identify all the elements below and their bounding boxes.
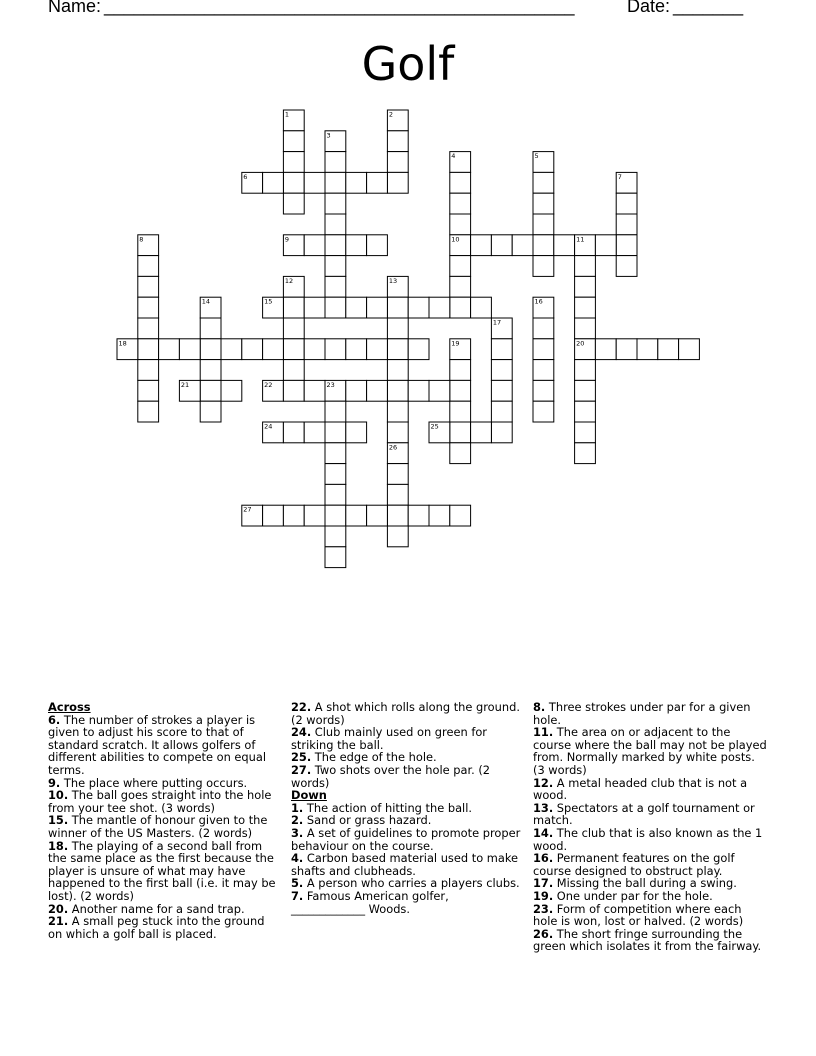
across-heading: Across bbox=[48, 700, 91, 714]
clue-number-label: 18 bbox=[118, 339, 127, 348]
grid-cell[interactable] bbox=[533, 214, 554, 235]
grid-cell[interactable] bbox=[533, 172, 554, 193]
grid-cell[interactable] bbox=[304, 172, 325, 193]
grid-cell[interactable] bbox=[387, 526, 408, 547]
down-clue-list bbox=[291, 802, 525, 915]
clue-text: The club that is also known as the 1 wood. bbox=[533, 825, 763, 853]
grid-cell[interactable] bbox=[138, 256, 159, 277]
clue-text: Sand or grass hazard. bbox=[303, 813, 432, 828]
clue-text: Three strokes under par for a given hole. bbox=[533, 701, 751, 727]
clue-item bbox=[291, 701, 525, 726]
grid-cell[interactable] bbox=[200, 401, 221, 422]
clue-number: 2. bbox=[291, 813, 304, 828]
grid-cell[interactable] bbox=[450, 276, 471, 297]
grid-cell[interactable] bbox=[533, 339, 554, 360]
grid-cell[interactable] bbox=[491, 339, 512, 360]
grid-cell[interactable] bbox=[200, 318, 221, 339]
grid-cell[interactable] bbox=[325, 484, 346, 505]
grid-cell[interactable] bbox=[346, 172, 367, 193]
clue-text: The ball goes straight into the hole from your tee shot. (3 words) bbox=[48, 788, 272, 815]
grid-cell[interactable] bbox=[283, 131, 304, 152]
clue-number: 1. bbox=[291, 800, 304, 815]
grid-cell[interactable] bbox=[138, 360, 159, 381]
clue-item bbox=[48, 714, 282, 777]
clue-number: 9. bbox=[48, 775, 61, 790]
clue-number: 12. bbox=[533, 775, 554, 790]
clue-number: 13. bbox=[533, 800, 554, 815]
clue-item bbox=[291, 764, 525, 789]
grid-cell[interactable] bbox=[575, 297, 596, 318]
grid-cell[interactable] bbox=[283, 505, 304, 526]
grid-cell[interactable] bbox=[533, 380, 554, 401]
grid-cell[interactable] bbox=[387, 339, 408, 360]
grid-cell[interactable] bbox=[263, 505, 284, 526]
grid-cell[interactable] bbox=[242, 339, 263, 360]
clue-text: The area on or adjacent to the course where the ball may not be played from. Normally marked by white posts. (3 words) bbox=[533, 725, 767, 777]
grid-cell[interactable] bbox=[325, 443, 346, 464]
clues-column-3 bbox=[533, 701, 769, 953]
grid-cell[interactable] bbox=[387, 380, 408, 401]
grid-cell[interactable] bbox=[138, 297, 159, 318]
clue-item bbox=[291, 852, 525, 877]
clue-number-label: 5 bbox=[534, 152, 539, 161]
grid-cell[interactable] bbox=[429, 297, 450, 318]
grid-cell[interactable] bbox=[450, 380, 471, 401]
clues-column-2 bbox=[291, 701, 525, 915]
grid-cell[interactable] bbox=[367, 339, 388, 360]
clue-number: 11. bbox=[533, 725, 554, 740]
clue-number-label: 26 bbox=[388, 443, 398, 452]
grid-cell[interactable] bbox=[283, 172, 304, 193]
grid-cell[interactable] bbox=[346, 505, 367, 526]
clue-item bbox=[533, 726, 769, 776]
clue-text: Permanent features on the golf course designed to obstruct play. bbox=[533, 851, 735, 878]
grid-cell[interactable] bbox=[616, 235, 637, 256]
clue-number: 19. bbox=[533, 888, 554, 903]
clue-text: A metal headed club that is not a wood. bbox=[533, 775, 748, 803]
grid-cell[interactable] bbox=[533, 256, 554, 277]
date-label: Date: bbox=[627, 0, 671, 16]
grid-cell[interactable] bbox=[283, 152, 304, 173]
clue-text: The action of hitting the ball. bbox=[303, 800, 473, 815]
page-title: Golf bbox=[361, 37, 455, 91]
clue-item bbox=[533, 827, 769, 852]
grid-cell[interactable] bbox=[200, 339, 221, 360]
across-clue-list-continued bbox=[291, 701, 525, 789]
down-clue-list-continued bbox=[533, 701, 769, 953]
grid-cell[interactable] bbox=[575, 401, 596, 422]
grid-cell[interactable] bbox=[325, 547, 346, 568]
grid-cell[interactable] bbox=[367, 172, 388, 193]
grid-cell[interactable] bbox=[387, 172, 408, 193]
clue-item bbox=[533, 777, 769, 802]
grid-cell[interactable] bbox=[575, 276, 596, 297]
clue-text: Two shots over the hole par. (2 words) bbox=[291, 762, 491, 790]
grid-cell[interactable] bbox=[367, 380, 388, 401]
clue-item bbox=[291, 890, 525, 915]
grid-cell[interactable] bbox=[512, 235, 533, 256]
clue-number-label: 21 bbox=[180, 380, 190, 389]
clue-text: The place where putting occurs. bbox=[60, 775, 248, 790]
clues-column-1 bbox=[48, 701, 282, 940]
clue-number: 20. bbox=[48, 901, 69, 916]
grid-cell[interactable] bbox=[304, 422, 325, 443]
grid-cell[interactable] bbox=[346, 422, 367, 443]
grid-cell[interactable] bbox=[679, 339, 700, 360]
clue-text: Another name for a sand trap. bbox=[68, 901, 245, 916]
clue-number: 15. bbox=[48, 813, 69, 828]
grid-cell[interactable] bbox=[387, 297, 408, 318]
grid-cell[interactable] bbox=[491, 360, 512, 381]
grid-cell[interactable] bbox=[575, 360, 596, 381]
grid-cell[interactable] bbox=[471, 422, 492, 443]
clue-item bbox=[48, 789, 282, 814]
clue-item bbox=[48, 840, 282, 903]
clue-number-label: 25 bbox=[430, 422, 439, 431]
clue-item bbox=[533, 903, 769, 928]
clue-item bbox=[533, 852, 769, 877]
grid-cell[interactable] bbox=[138, 339, 159, 360]
grid-cell[interactable] bbox=[387, 318, 408, 339]
grid-cell[interactable] bbox=[616, 256, 637, 277]
grid-cell[interactable] bbox=[263, 172, 284, 193]
clue-item bbox=[533, 928, 769, 953]
clue-item bbox=[533, 802, 769, 827]
grid-cell[interactable] bbox=[304, 235, 325, 256]
grid-cell[interactable] bbox=[387, 484, 408, 505]
clue-text: The playing of a second ball from the same place as the first because the player is unsure of what may have happened to the first ball (i.e. it may be lost). (2 words) bbox=[48, 838, 276, 903]
grid-cell[interactable] bbox=[325, 214, 346, 235]
grid-cell[interactable] bbox=[325, 401, 346, 422]
clue-number: 4. bbox=[291, 851, 304, 866]
grid-cell[interactable] bbox=[325, 276, 346, 297]
grid-cell[interactable] bbox=[325, 464, 346, 485]
grid-cell[interactable] bbox=[387, 152, 408, 173]
clue-number: 6. bbox=[48, 712, 61, 727]
grid-cell[interactable] bbox=[179, 339, 200, 360]
clue-text: The mantle of honour given to the winner of the US Masters. (2 words) bbox=[48, 813, 268, 840]
grid-cell[interactable] bbox=[408, 505, 429, 526]
grid-cell[interactable] bbox=[491, 401, 512, 422]
clue-number: 8. bbox=[533, 701, 546, 714]
grid-cell[interactable] bbox=[304, 380, 325, 401]
grid-cell[interactable] bbox=[595, 235, 616, 256]
clue-number: 16. bbox=[533, 851, 554, 866]
clue-text: Spectators at a golf tournament or match. bbox=[533, 800, 755, 828]
clue-number: 3. bbox=[291, 825, 304, 840]
grid-cell[interactable] bbox=[471, 297, 492, 318]
clue-text: A shot which rolls along the ground. (2 words) bbox=[291, 700, 520, 727]
clue-number: 7. bbox=[291, 888, 304, 903]
clue-number-label: 12 bbox=[284, 276, 294, 285]
clue-number-label: 10 bbox=[451, 235, 460, 244]
grid-cell[interactable] bbox=[387, 131, 408, 152]
grid-cell[interactable] bbox=[429, 380, 450, 401]
grid-cell[interactable] bbox=[325, 152, 346, 173]
clue-number-label: 8 bbox=[139, 235, 144, 244]
clue-number-label: 16 bbox=[534, 297, 543, 306]
grid-cell[interactable] bbox=[346, 297, 367, 318]
grid-cell[interactable] bbox=[533, 235, 554, 256]
grid-cell[interactable] bbox=[450, 505, 471, 526]
clue-number-label: 6 bbox=[243, 172, 248, 181]
clue-number-label: 13 bbox=[388, 276, 398, 285]
grid-cell[interactable] bbox=[263, 339, 284, 360]
down-heading: Down bbox=[291, 788, 327, 803]
grid-cell[interactable] bbox=[616, 214, 637, 235]
grid-cell[interactable] bbox=[367, 297, 388, 318]
grid-cell[interactable] bbox=[575, 380, 596, 401]
clue-text: A person who carries a players clubs. bbox=[303, 876, 520, 891]
grid-cell[interactable] bbox=[491, 422, 512, 443]
clue-number-label: 9 bbox=[284, 235, 290, 244]
clue-text: A set of guidelines to promote proper behaviour on the course. bbox=[291, 825, 521, 853]
grid-cell[interactable] bbox=[325, 422, 346, 443]
clue-number: 10. bbox=[48, 788, 69, 803]
clue-number-label: 15 bbox=[264, 297, 273, 306]
clue-item bbox=[291, 827, 525, 852]
clue-number-label: 1 bbox=[284, 110, 290, 119]
grid-cell[interactable] bbox=[387, 505, 408, 526]
clue-text: Missing the ball during a swing. bbox=[553, 876, 737, 891]
grid-cell[interactable] bbox=[304, 339, 325, 360]
clue-number: 24. bbox=[291, 725, 312, 740]
clue-text: A small peg stuck into the ground on which a golf ball is placed. bbox=[48, 914, 265, 941]
grid-cell[interactable] bbox=[325, 235, 346, 256]
grid-cell[interactable] bbox=[554, 235, 575, 256]
grid-cell[interactable] bbox=[429, 505, 450, 526]
grid-cell[interactable] bbox=[325, 256, 346, 277]
grid-cell[interactable] bbox=[304, 505, 325, 526]
clue-text: The edge of the hole. bbox=[311, 750, 437, 765]
grid-cell[interactable] bbox=[346, 339, 367, 360]
clue-text: The short fringe surrounding the green which isolates it from the fairway. bbox=[533, 926, 762, 954]
grid-cell[interactable] bbox=[471, 235, 492, 256]
clue-number-label: 4 bbox=[451, 152, 456, 161]
clue-text: One under par for the hole. bbox=[553, 888, 713, 903]
grid-cell[interactable] bbox=[387, 401, 408, 422]
clue-number: 22. bbox=[291, 700, 312, 714]
grid-cell[interactable] bbox=[450, 401, 471, 422]
grid-cell[interactable] bbox=[304, 297, 325, 318]
clue-text: Famous American golfer, _____________ Woods. bbox=[291, 888, 449, 916]
grid-cell[interactable] bbox=[575, 422, 596, 443]
grid-cell[interactable] bbox=[346, 380, 367, 401]
clue-number-label: 14 bbox=[201, 297, 210, 306]
name-label: Name: bbox=[48, 0, 102, 16]
grid-cell[interactable] bbox=[450, 193, 471, 214]
clue-text: Club mainly used on green for striking the ball. bbox=[291, 725, 487, 752]
grid-cell[interactable] bbox=[533, 360, 554, 381]
clue-item bbox=[48, 915, 282, 940]
grid-cell[interactable] bbox=[138, 318, 159, 339]
grid-cell[interactable] bbox=[533, 401, 554, 422]
clue-number-label: 2 bbox=[388, 110, 394, 119]
grid-cell[interactable] bbox=[450, 297, 471, 318]
grid-cell[interactable] bbox=[138, 380, 159, 401]
clue-number: 25. bbox=[291, 750, 312, 765]
grid-cell[interactable] bbox=[325, 193, 346, 214]
grid-cell[interactable] bbox=[283, 380, 304, 401]
grid-cell[interactable] bbox=[575, 318, 596, 339]
clue-number-label: 27 bbox=[243, 505, 252, 514]
grid-cell[interactable] bbox=[616, 193, 637, 214]
clue-number: 14. bbox=[533, 825, 554, 840]
grid-cell[interactable] bbox=[450, 256, 471, 277]
clue-number: 21. bbox=[48, 914, 69, 929]
clue-number-label: 23 bbox=[326, 380, 335, 389]
clue-number-label: 24 bbox=[264, 422, 273, 431]
clue-number-label: 7 bbox=[617, 172, 622, 181]
grid-cell[interactable] bbox=[450, 360, 471, 381]
clue-number: 27. bbox=[291, 762, 312, 777]
grid-cell[interactable] bbox=[138, 276, 159, 297]
grid-cell[interactable] bbox=[595, 339, 616, 360]
grid-cell[interactable] bbox=[408, 297, 429, 318]
grid-cell[interactable] bbox=[283, 318, 304, 339]
clues-column-3-clip bbox=[533, 701, 773, 957]
grid-cell[interactable] bbox=[387, 422, 408, 443]
clue-item bbox=[533, 701, 769, 726]
grid-cell[interactable] bbox=[367, 505, 388, 526]
grid-cell[interactable] bbox=[283, 193, 304, 214]
grid-cell[interactable] bbox=[325, 172, 346, 193]
grid-cell[interactable] bbox=[325, 526, 346, 547]
clue-number: 18. bbox=[48, 838, 69, 853]
grid-cell[interactable] bbox=[533, 318, 554, 339]
grid-cell[interactable] bbox=[575, 443, 596, 464]
grid-cell[interactable] bbox=[283, 297, 304, 318]
clue-number: 26. bbox=[533, 926, 554, 941]
name-field[interactable]: _______________________________________________ bbox=[104, 0, 575, 16]
grid-cell[interactable] bbox=[450, 422, 471, 443]
date-field[interactable]: _______ bbox=[673, 0, 744, 16]
grid-cell[interactable] bbox=[533, 193, 554, 214]
grid-cell[interactable] bbox=[387, 360, 408, 381]
clue-number: 23. bbox=[533, 901, 554, 916]
grid-cell[interactable] bbox=[491, 235, 512, 256]
grid-cell[interactable] bbox=[283, 360, 304, 381]
clue-text: Carbon based material used to make shafts and clubheads. bbox=[291, 851, 519, 878]
grid-cell[interactable] bbox=[491, 380, 512, 401]
grid-cell[interactable] bbox=[325, 297, 346, 318]
grid-cell[interactable] bbox=[408, 380, 429, 401]
grid-cell[interactable] bbox=[450, 214, 471, 235]
clue-item bbox=[291, 726, 525, 751]
grid-cell[interactable] bbox=[283, 422, 304, 443]
grid-cell[interactable] bbox=[221, 339, 242, 360]
grid-cell[interactable] bbox=[450, 172, 471, 193]
clue-number: 5. bbox=[291, 876, 304, 891]
clue-number-label: 3 bbox=[326, 131, 331, 140]
grid-cell[interactable] bbox=[637, 339, 658, 360]
grid-cell[interactable] bbox=[575, 256, 596, 277]
grid-cell[interactable] bbox=[325, 339, 346, 360]
grid-cell[interactable] bbox=[346, 235, 367, 256]
clue-text: The number of strokes a player is given to adjust his score to that of standard scratch. It allows golfers of different abilities to compete on equal terms. bbox=[48, 712, 267, 777]
clue-number-label: 11 bbox=[576, 235, 585, 244]
grid-cell[interactable] bbox=[616, 339, 637, 360]
grid-cell[interactable] bbox=[138, 401, 159, 422]
clue-number-label: 20 bbox=[576, 339, 585, 348]
grid-cell[interactable] bbox=[159, 339, 180, 360]
grid-cell[interactable] bbox=[221, 380, 242, 401]
clue-number-label: 22 bbox=[264, 380, 273, 389]
grid-cell[interactable] bbox=[325, 505, 346, 526]
clue-number: 17. bbox=[533, 876, 554, 891]
grid-cell[interactable] bbox=[200, 360, 221, 381]
clue-text: Form of competition where each hole is won, lost or halved. (2 words) bbox=[533, 901, 744, 929]
grid-cell[interactable] bbox=[283, 339, 304, 360]
clue-number-label: 17 bbox=[492, 318, 502, 327]
grid-cell[interactable] bbox=[200, 380, 221, 401]
across-clue-list bbox=[48, 714, 282, 941]
grid-cell[interactable] bbox=[408, 339, 429, 360]
grid-cell[interactable] bbox=[387, 464, 408, 485]
clue-number-label: 19 bbox=[451, 339, 460, 348]
grid-cell[interactable] bbox=[658, 339, 679, 360]
grid-cell[interactable] bbox=[367, 235, 388, 256]
grid-cell[interactable] bbox=[450, 443, 471, 464]
clue-item bbox=[48, 814, 282, 839]
